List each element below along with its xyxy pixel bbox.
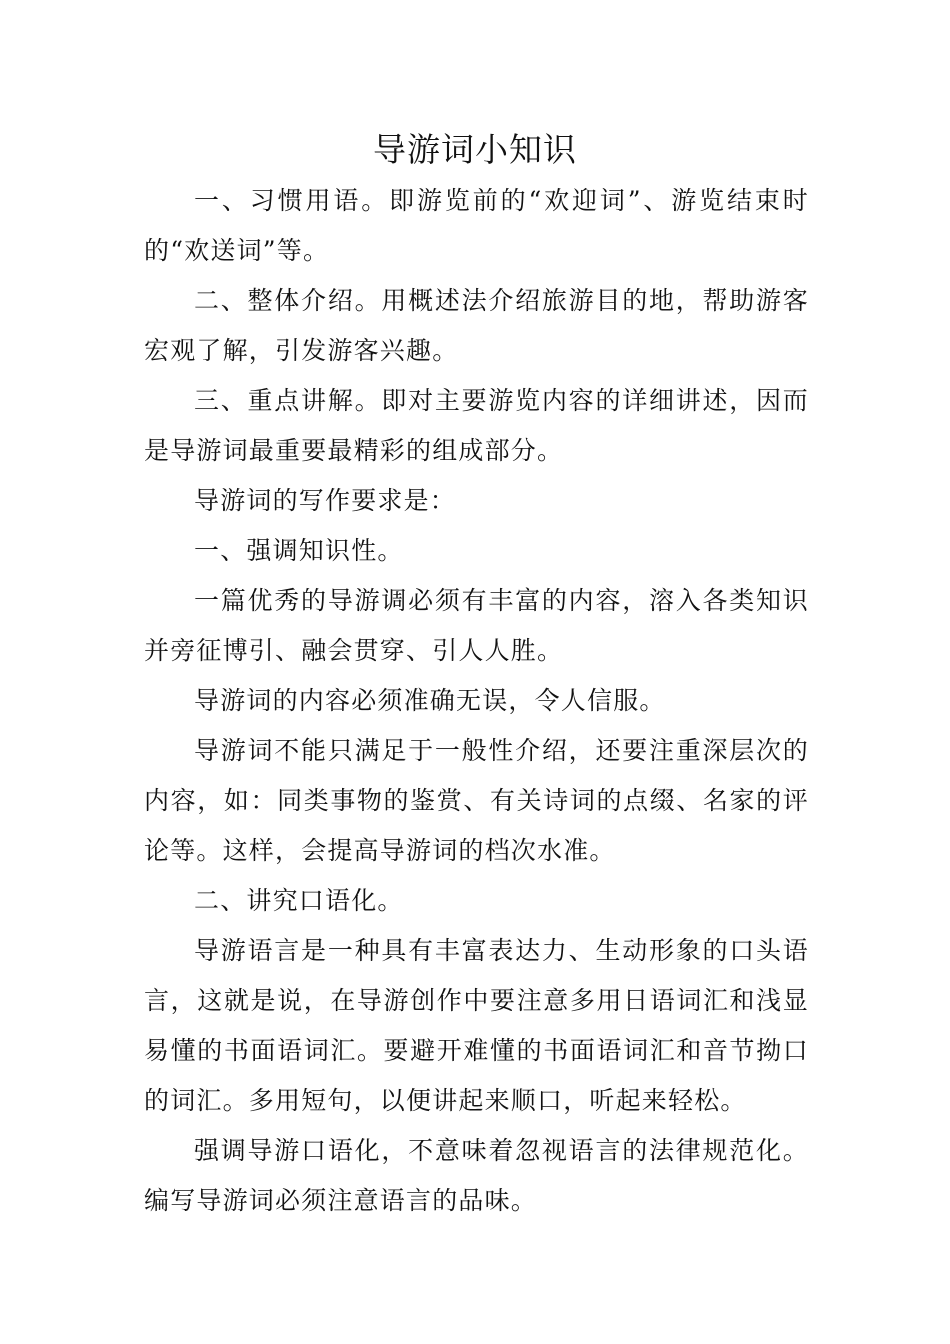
document-body (144, 176, 809, 1226)
document-title: 导游词小知识 (373, 130, 577, 169)
paragraph-language-quality: 强调导游口语化，不意味着忽视语言的法律规范化。编写导游词必须注意语言的品味。 (144, 1136, 809, 1215)
paragraph-rich-content: 一篇优秀的导游调必须有丰富的内容，溶入各类知识并旁征博引、融会贯穿、引人人胜。 (144, 586, 809, 665)
paragraph-overall-introduction: 二、整体介绍。用概述法介绍旅游目的地，帮助游客宏观了解，引发游客兴趣。 (144, 286, 809, 365)
paragraph-oral-language: 导游语言是一种具有丰富表达力、生动形象的口头语言，这就是说，在导游创作中要注意多用日语词汇和浅显易懂的书面语词汇。要避开难懂的书面语词汇和音节拗口的词汇。多用短句，以便讲起来顺口，听起来轻松。 (144, 936, 809, 1115)
paragraph-key-explanation: 三、重点讲解。即对主要游览内容的详细讲述，因而是导游词最重要最精彩的组成部分。 (144, 386, 809, 465)
paragraph-accuracy: 导游词的内容必须准确无误，令人信服。 (194, 686, 666, 715)
paragraph-oral-heading: 二、讲究口语化。 (194, 886, 404, 915)
paragraph-knowledge-heading: 一、强调知识性。 (194, 536, 404, 565)
paragraph-habitual-phrases: 一、习惯用语。即游览前的“欢迎词”、游览结束时的“欢送词”等。 (144, 186, 809, 265)
paragraph-depth: 导游词不能只满足于一般性介绍，还要注重深层次的内容，如：同类事物的鉴赏、有关诗词的点缀、名家的评论等。这样，会提高导游词的档次水准。 (144, 736, 809, 865)
paragraph-writing-requirements: 导游词的写作要求是： (194, 486, 457, 515)
